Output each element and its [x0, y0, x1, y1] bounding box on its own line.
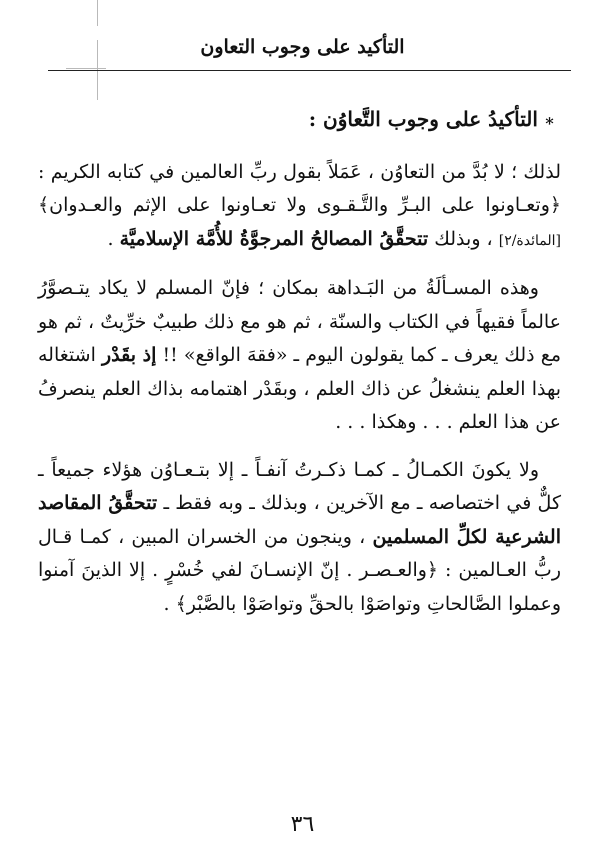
emphasis-text: تتحقَّقُ المصالحُ المرجوَّةُ للأُمَّة الإسلاميَّة [119, 227, 429, 250]
paragraph-text: ، وينجون من الخسران المبين ، كمـا قـال ربُّ العـالمين : ﴿والعـصـر . إنّ الإنسـانَ لفي خُسْرٍ . إلا الذينَ آمنوا وعملوا الصَّالحاتِ وتواصَوْا بالحقِّ وتواصَوْا بالصَّبْر﴾ . [38, 525, 561, 615]
paragraph-text: اشتغاله بهذا العلم ينشغلُ عن ذاك العلم ، وبقَدْر اهتمامه بذاك العلم ينصرفُ عن هذا العلم . . . وهكذا . . . [38, 344, 561, 433]
emphasis-text: إذ بقَدْر [101, 344, 157, 366]
emphasis-text: تتحقَّقُ المقاصد الشرعية لكلِّ المسلمين [38, 492, 561, 548]
section-heading-text: التأكيدُ على وجوب التَّعاوُن : [308, 107, 538, 131]
running-header: التأكيد على وجوب التعاون [200, 36, 405, 58]
paragraph-text: وهذه المسـألَةُ من البَـداهة بمكان ؛ فإنّ المسلم لا يكاد يتـصوَّرُ عالماً فقيهاً في الكتاب والسنّة ، ثم هو مع ذلك طبيبٌ خرِّيتٌ ، ثم هو مع ذلك يعرف ـ كما يقولون اليوم ـ «فقهَ الواقع» !! [38, 277, 561, 366]
page-number: ٣٦ [290, 812, 315, 837]
star-bullet-icon: ∗ [543, 111, 555, 130]
paragraph [38, 454, 561, 622]
crop-mark [97, 0, 98, 26]
quran-reference: [المائدة/٢] [498, 232, 561, 249]
paragraph-text: لذلك ؛ لا بُدَّ من التعاوُن ، عَمَلاً بقول ربِّ العالمين في كتابه الكريم : ﴿وتعـاونوا على البـرِّ والتَّـقـوى ولا تعـاونوا على الإثم والعـدوان﴾ [38, 160, 561, 216]
paragraph-text: ، وبذلك [434, 227, 493, 250]
crop-mark [66, 68, 106, 69]
page-body [38, 103, 561, 635]
paragraph-text: ولا يكونَ الكمـالُ ـ كمـا ذكـرتُ آنفـاً ـ إلا بتـعـاوُن هؤلاء جميعاً ـ كلٌّ في اختصاصه ـ مع الآخرين ، وبذلك ـ وبه فقط ـ [38, 458, 561, 514]
paragraph [38, 272, 561, 440]
header-rule [48, 70, 571, 71]
paragraph-text: . [107, 227, 114, 250]
section-heading [38, 103, 555, 138]
paragraph [38, 156, 561, 259]
